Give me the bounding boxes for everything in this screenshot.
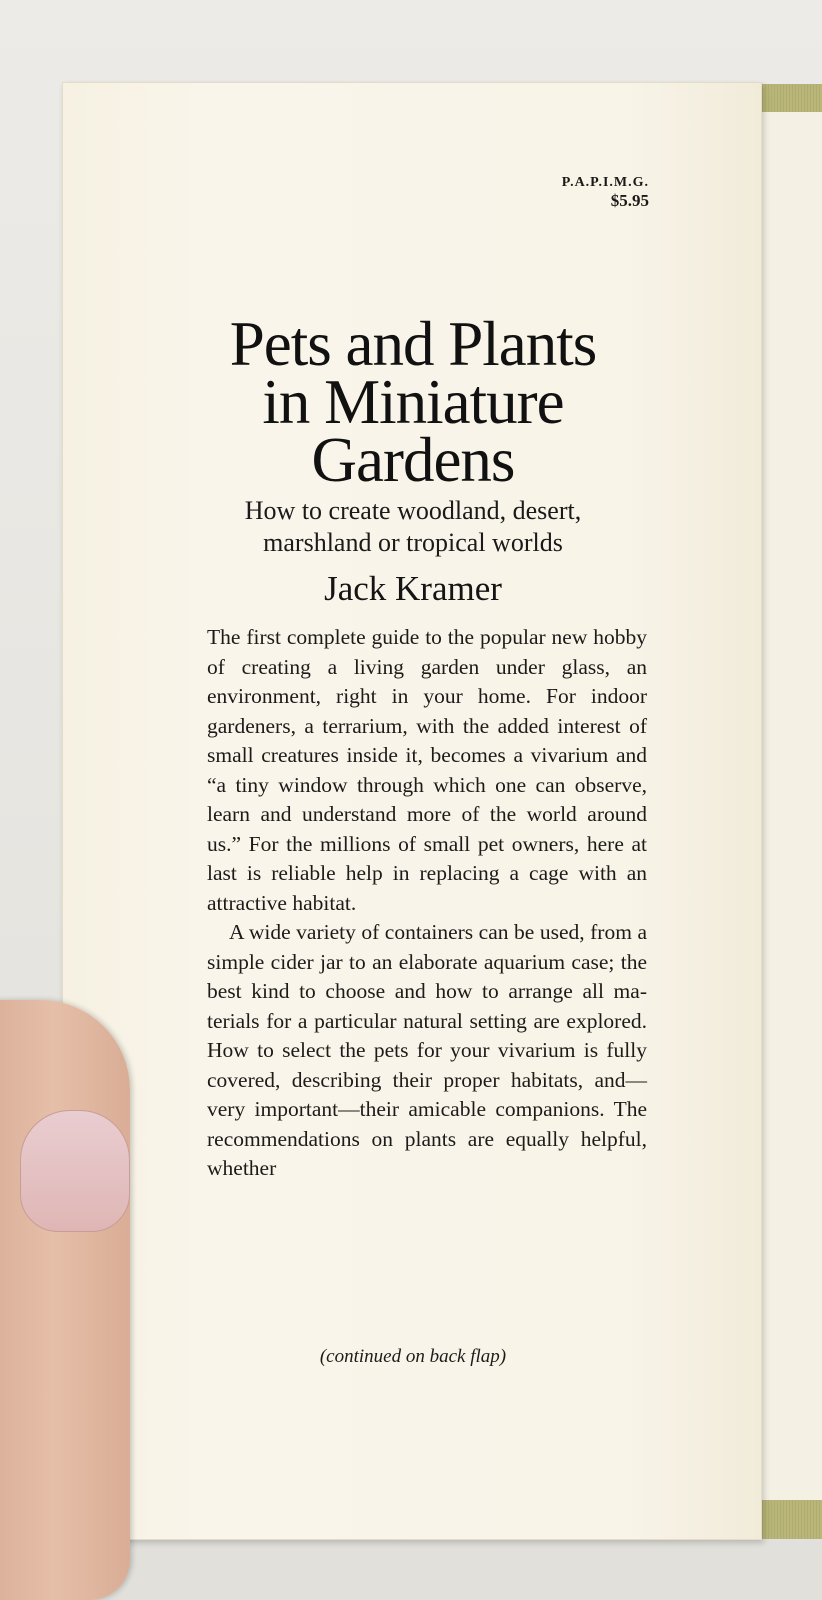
book-subtitle [63,495,763,559]
price-code: P.A.P.I.M.G. [561,175,649,190]
author-name: Jack Kramer [324,569,502,608]
thumbnail-nail [20,1110,130,1232]
title-line: Gardens [311,425,515,495]
description-paragraph: A wide variety of containers can be used, from a simple cider jar to an elaborate aquarium case; the best kind to choose and how to arrange all materials for a particular natural setting are explored. How to select the pets for your vivarium is fully covered, describing their proper habitats, and—very important—their amicable companions. The recommendations on plants are equally helpful, whether [207,920,647,1180]
dust-jacket-flap [62,82,762,1540]
title-line: in Miniature [262,367,564,437]
book-title [63,309,763,495]
description-paragraph: The first complete guide to the popular new hobby of creating a living garden under glass, an environment, right in your home. For indoor gardeners, a terrarium, with the added interest of small creatures inside it, becomes a vivarium and “a tiny window through which one can observe, learn and understand more of the world around us.” For the millions of small pet owners, here at last is reliable help in replacing a cage with an attractive habitat. [207,625,647,915]
holding-thumb [0,1000,130,1600]
price: $5.95 [610,191,649,211]
book-page-edge [755,112,822,1500]
flap-description [207,623,647,1184]
price-block [562,175,649,211]
title-line: Pets and Plants [229,309,597,379]
subtitle-line: How to create woodland, desert, [244,496,582,525]
continued-note: (continued on back flap) [319,1346,507,1367]
subtitle-line: marshland or tropical worlds [263,528,563,557]
